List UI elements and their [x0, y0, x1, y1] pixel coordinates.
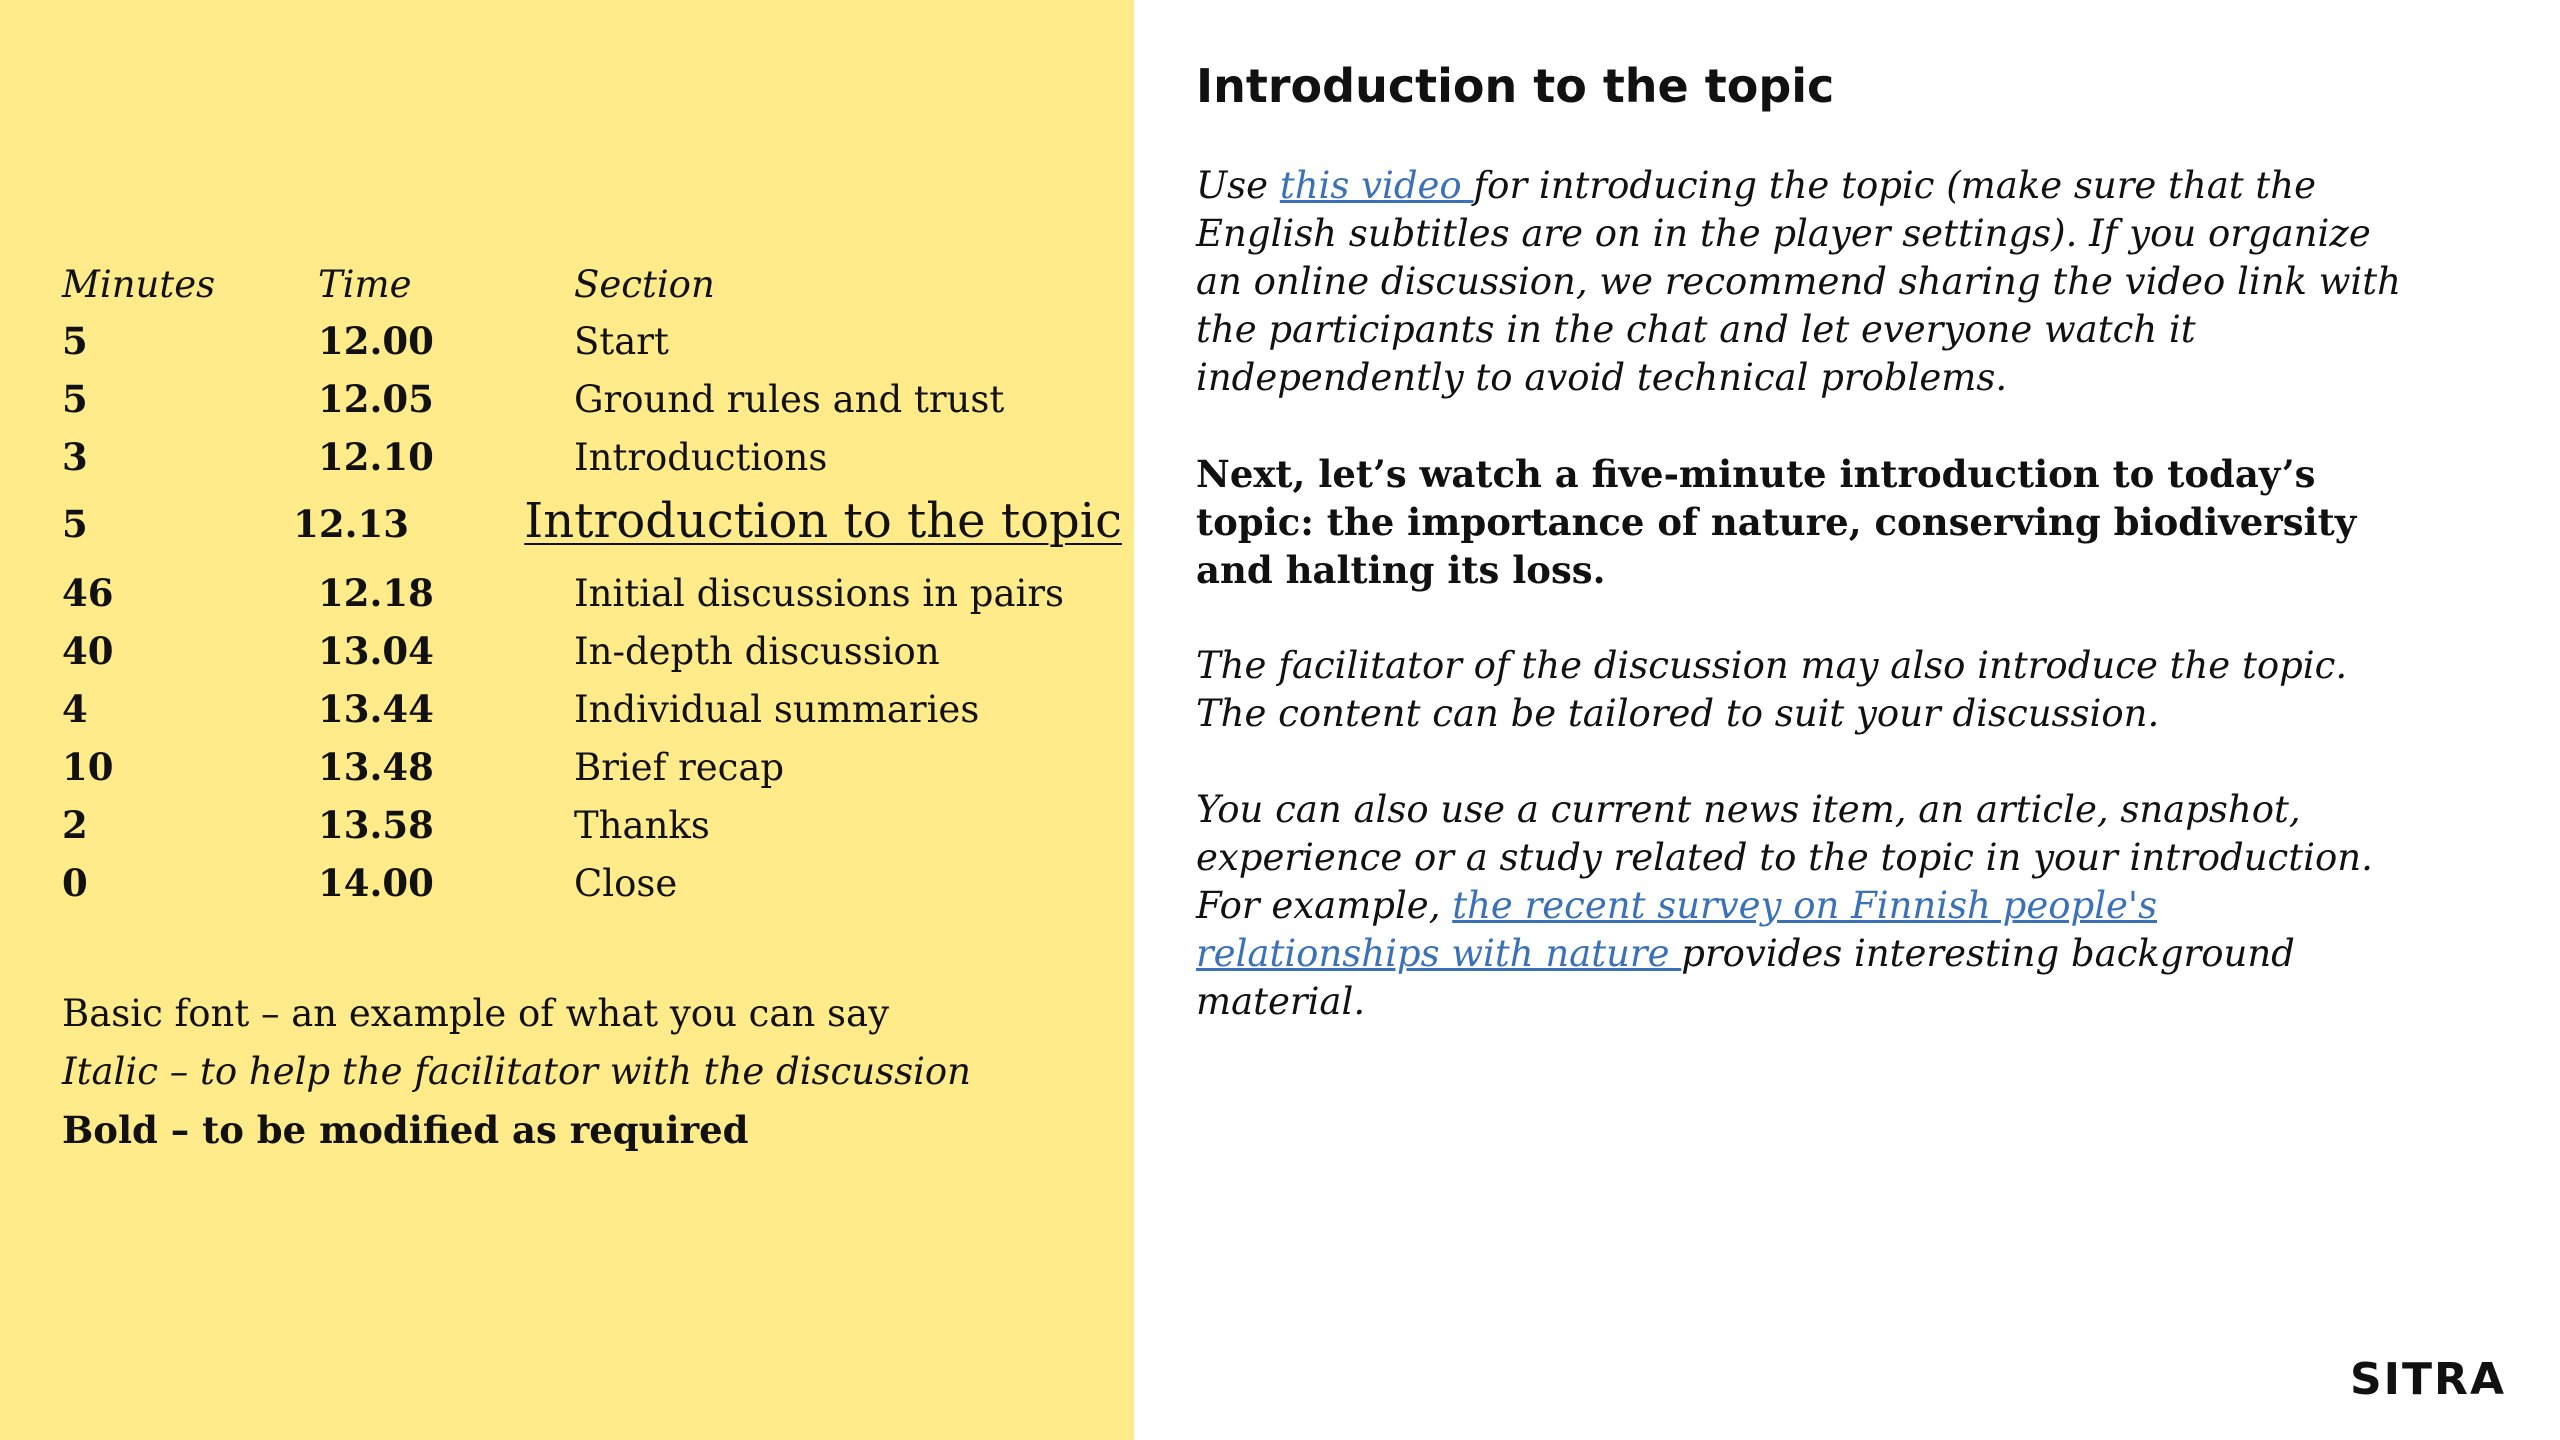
header-minutes: Minutes — [62, 263, 216, 306]
row-time: 12.00 — [318, 319, 434, 363]
row-minutes: 46 — [62, 571, 114, 615]
resources-paragraph — [1196, 786, 2406, 1026]
table-row — [62, 687, 1122, 745]
row-time: 12.10 — [318, 435, 434, 479]
schedule-header-row — [62, 263, 1122, 319]
survey-link[interactable]: the recent survey on Finnish people's relationships with nature — [1196, 884, 2158, 975]
table-row-current — [62, 493, 1122, 571]
header-time: Time — [318, 263, 412, 306]
p1-pre: Use — [1196, 164, 1280, 207]
table-row — [62, 803, 1122, 861]
sitra-logo — [2324, 1356, 2532, 1400]
facilitator-note-paragraph: The facilitator of the discussion may also introduce the topic. The content can be tailored to suit your discussion. — [1196, 644, 2348, 735]
row-section: Ground rules and trust — [574, 378, 1005, 421]
font-legend — [62, 985, 971, 1159]
table-row — [62, 319, 1122, 377]
row-section: Close — [574, 862, 678, 905]
row-section-current: Introduction to the topic — [524, 493, 1122, 549]
row-minutes: 5 — [62, 502, 88, 546]
page-title: Introduction to the topic — [1196, 59, 1835, 113]
row-section: In-depth discussion — [574, 630, 940, 673]
row-minutes: 5 — [62, 319, 88, 363]
schedule-table — [62, 263, 1122, 919]
table-row — [62, 629, 1122, 687]
content-panel — [1196, 50, 2406, 1074]
row-minutes: 0 — [62, 861, 88, 905]
row-section: Introductions — [574, 436, 828, 479]
p1-post: for introducing the topic (make sure that the English subtitles are on in the player settings). If you organize an online discussion, we recommend sharing the video link with the participants in the chat and let everyone watch it independently to avoid technical problems. — [1196, 164, 2401, 399]
row-time: 12.18 — [318, 571, 434, 615]
row-time: 12.13 — [293, 502, 410, 546]
table-row — [62, 435, 1122, 493]
p4-pre: You can also use a current news item, an article, snapshot, experience or a study related to the topic in your introduction. For example, — [1196, 788, 2373, 927]
sitra-logo-text: SITRA — [2349, 1356, 2507, 1400]
row-minutes: 10 — [62, 745, 114, 789]
row-time: 13.04 — [318, 629, 434, 673]
row-section: Start — [574, 320, 669, 363]
row-section: Individual summaries — [574, 688, 980, 731]
row-section: Brief recap — [574, 746, 785, 789]
script-paragraph: Next, let’s watch a five-minute introduction to today’s topic: the importance of nature, conserving biodiversity and halting its loss. — [1196, 452, 2357, 592]
legend-bold: Bold – to be modified as required — [62, 1108, 749, 1152]
legend-italic: Italic – to help the facilitator with the discussion — [62, 1050, 972, 1093]
video-instruction-paragraph — [1196, 162, 2406, 402]
row-minutes: 3 — [62, 435, 88, 479]
table-row — [62, 745, 1122, 803]
row-time: 14.00 — [318, 861, 434, 905]
video-link[interactable]: this video — [1279, 164, 1474, 207]
row-minutes: 5 — [62, 377, 88, 421]
p4-post: provides interesting background material. — [1196, 932, 2295, 1023]
row-minutes: 4 — [62, 687, 88, 731]
row-minutes: 40 — [62, 629, 114, 673]
row-time: 13.48 — [318, 745, 434, 789]
row-section: Thanks — [574, 804, 710, 847]
row-time: 13.58 — [318, 803, 434, 847]
row-time: 12.05 — [318, 377, 434, 421]
header-section: Section — [574, 263, 715, 306]
row-minutes: 2 — [62, 803, 88, 847]
row-section: Initial discussions in pairs — [574, 572, 1065, 615]
schedule-panel — [0, 0, 1134, 1440]
table-row — [62, 571, 1122, 629]
table-row — [62, 377, 1122, 435]
legend-basic: Basic font – an example of what you can say — [62, 992, 889, 1035]
table-row — [62, 861, 1122, 919]
row-time: 13.44 — [318, 687, 434, 731]
